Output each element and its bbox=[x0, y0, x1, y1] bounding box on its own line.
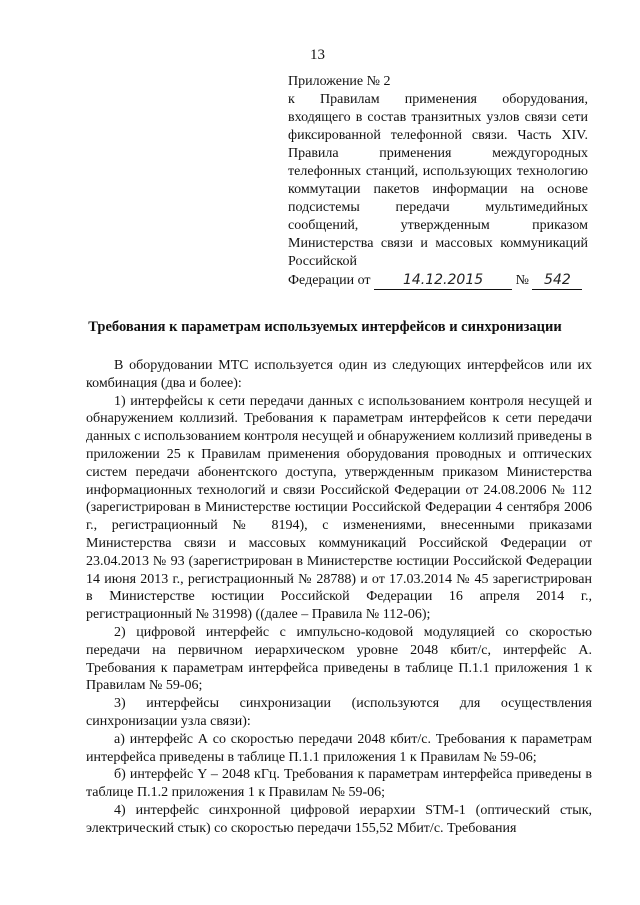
appendix-block bbox=[288, 73, 588, 290]
page-number: 13 bbox=[310, 47, 325, 63]
paragraph-item-3a: а) интерфейс А со скоростью передачи 2048 кбит/с. Требования к параметрам интерфейса приведены в таблице П.1.1 приложения 1 к Правилам № 59-06; bbox=[86, 731, 592, 765]
appendix-date-line bbox=[288, 271, 588, 290]
handwritten-number: 542 bbox=[532, 271, 582, 290]
paragraph-item-4: 4) интерфейс синхронной цифровой иерархии STM-1 (оптический стык, электрический стык) со скоростью передачи 155,52 Мбит/с. Требования bbox=[86, 802, 592, 836]
date-prefix: Федерации от bbox=[288, 273, 371, 288]
paragraph-intro: В оборудовании МТС используется один из следующих интерфейсов или их комбинация (два и более): bbox=[86, 358, 592, 391]
paragraph-item-2: 2) цифровой интерфейс с импульсно-кодовой модуляцией со скоростью передачи на первичном иерархическом уровне 2048 кбит/с, интерфейс А. Требования к параметрам интерфейса приведены в таблице П.1.1 приложения 1 к Правилам № 59-06; bbox=[86, 624, 592, 694]
paragraph-item-3: 3) интерфейсы синхронизации (используются для осуществления синхронизации узла связи): bbox=[86, 696, 592, 729]
appendix-body: к Правилам применения оборудования, входящего в состав транзитных узлов связи сети фиксированной телефонной связи. Часть XIV. Правила применения междугородных телефонных станций, использующих технологию коммутации пакетов информации на основе подсистемы передачи мультимедийных сообщений, утвержденным приказом Министерства связи и массовых коммуникаций Российской bbox=[288, 92, 588, 269]
appendix-title: Приложение № 2 bbox=[288, 74, 391, 89]
paragraph-item-1: 1) интерфейсы к сети передачи данных с использованием контроля несущей и обнаружением коллизий. Требования к параметрам интерфейсов к сети передачи данных с использованием контроля несущей и обнаружением коллизий приведены в приложении 25 к Правилам применения оборудования проводных и оптических систем передачи абонентского доступа, утвержденным приказом Министерства информационных технологий и связи Российской Федерации от 24.08.2006 № 112 (зарегистрирован в Министерстве юстиции Российской Федерации 4 сентября 2006 г., регистрационный № 8194), с изменениями, внесенными приказами Министерства связи и массовых коммуникаций Российской Федерации от 23.04.2013 № 93 (зарегистрирован в Министерстве юстиции Российской Федерации 14 июня 2013 г., регистрационный № 28788) и от 17.03.2014 № 45 зарегистрирован в Министерстве юстиции Российской Федерации 16 апреля 2014 г., регистрационный № 31998) ((далее – Правила № 112-06); bbox=[86, 393, 592, 623]
handwritten-date: 14.12.2015 bbox=[374, 271, 512, 290]
paragraph-item-3b: б) интерфейс Y – 2048 кГц. Требования к параметрам интерфейса приведены в таблице П.1.2 приложения 1 к Правилам № 59-06; bbox=[86, 767, 592, 801]
section-heading: Требования к параметрам используемых интерфейсов и синхронизации bbox=[88, 319, 562, 335]
number-prefix: № bbox=[515, 273, 529, 288]
main-text bbox=[86, 357, 592, 838]
